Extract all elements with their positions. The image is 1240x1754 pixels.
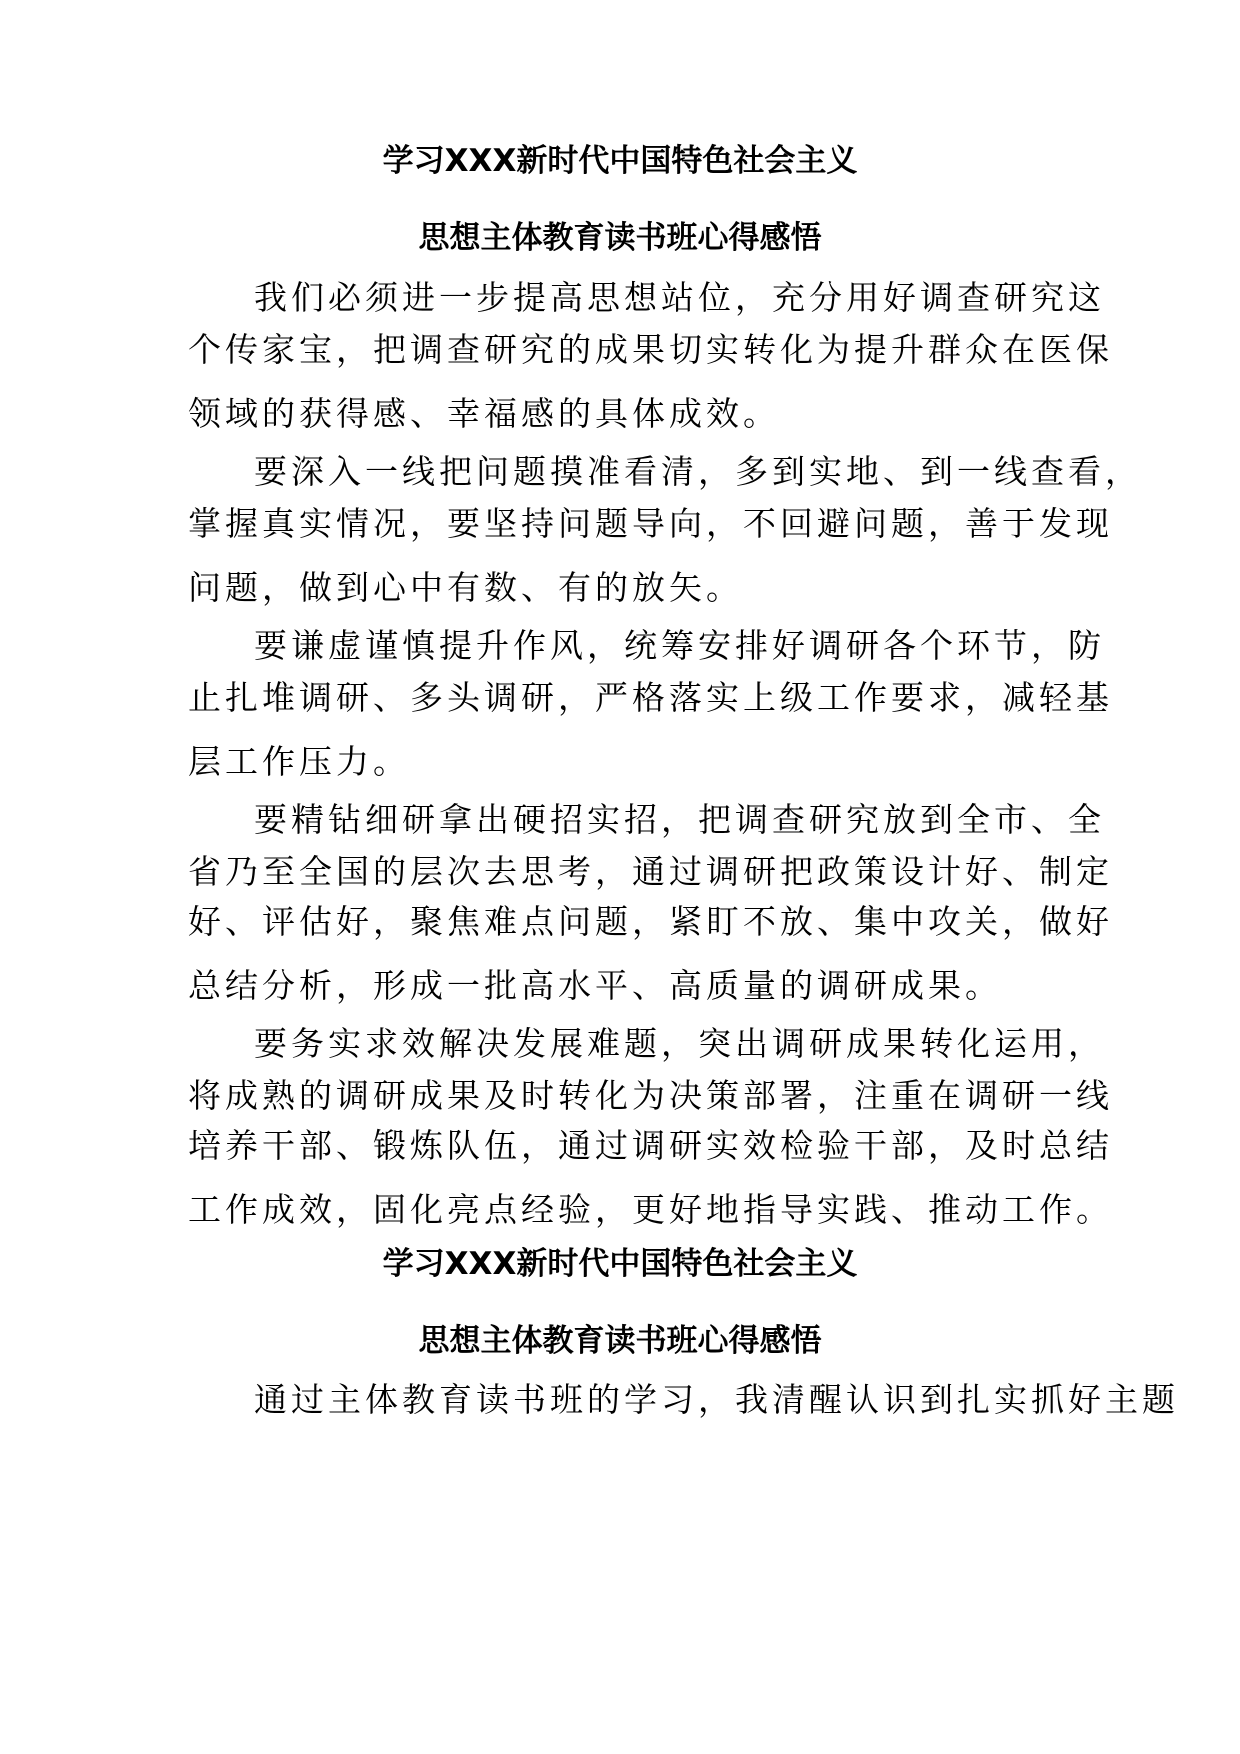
document-title-line-2: 思想主体教育读书班心得感悟: [418, 220, 822, 256]
paragraph-4-line-3: 好、评估好，聚焦难点问题，紧盯不放、集中攻关，做好: [188, 902, 1113, 941]
paragraph-5-line-4: 工作成效，固化亮点经验，更好地指导实践、推动工作。: [188, 1190, 1113, 1229]
paragraph-2-line-3: 问题，做到心中有数、有的放矢。: [188, 568, 743, 607]
paragraph-4-line-1: 要精钻细研拿出硬招实招，把调查研究放到全市、全: [254, 800, 1105, 839]
paragraph-5-line-1: 要务实求效解决发展难题，突出调研成果转化运用，: [254, 1024, 1105, 1063]
document-title-line-1: 学习XXX新时代中国特色社会主义: [382, 143, 858, 179]
paragraph-4-line-4: 总结分析，形成一批高水平、高质量的调研成果。: [188, 966, 1002, 1005]
paragraph-5-line-3: 培养干部、锻炼队伍，通过调研实效检验干部，及时总结: [188, 1126, 1113, 1165]
paragraph-3-line-3: 层工作压力。: [188, 742, 410, 781]
paragraph-1-line-3: 领域的获得感、幸福感的具体成效。: [188, 394, 780, 433]
paragraph-5-line-2: 将成熟的调研成果及时转化为决策部署，注重在调研一线: [188, 1076, 1113, 1115]
paragraph-2-line-1: 要深入一线把问题摸准看清，多到实地、到一线查看，: [254, 452, 1142, 491]
paragraph-2-line-2: 掌握真实情况，要坚持问题导向，不回避问题，善于发现: [188, 504, 1113, 543]
second-title-line-1: 学习XXX新时代中国特色社会主义: [382, 1246, 858, 1282]
paragraph-3-line-2: 止扎堆调研、多头调研，严格落实上级工作要求，减轻基: [188, 678, 1113, 717]
paragraph-1-line-2: 个传家宝，把调查研究的成果切实转化为提升群众在医保: [188, 330, 1113, 369]
paragraph-1-line-1: 我们必须进一步提高思想站位，充分用好调查研究这: [254, 278, 1105, 317]
paragraph-3-line-1: 要谦虚谨慎提升作风，统筹安排好调研各个环节，防: [254, 626, 1105, 665]
second-paragraph-line-1: 通过主体教育读书班的学习，我清醒认识到扎实抓好主题: [254, 1380, 1179, 1419]
paragraph-4-line-2: 省乃至全国的层次去思考，通过调研把政策设计好、制定: [188, 852, 1113, 891]
second-title-line-2: 思想主体教育读书班心得感悟: [418, 1323, 822, 1359]
